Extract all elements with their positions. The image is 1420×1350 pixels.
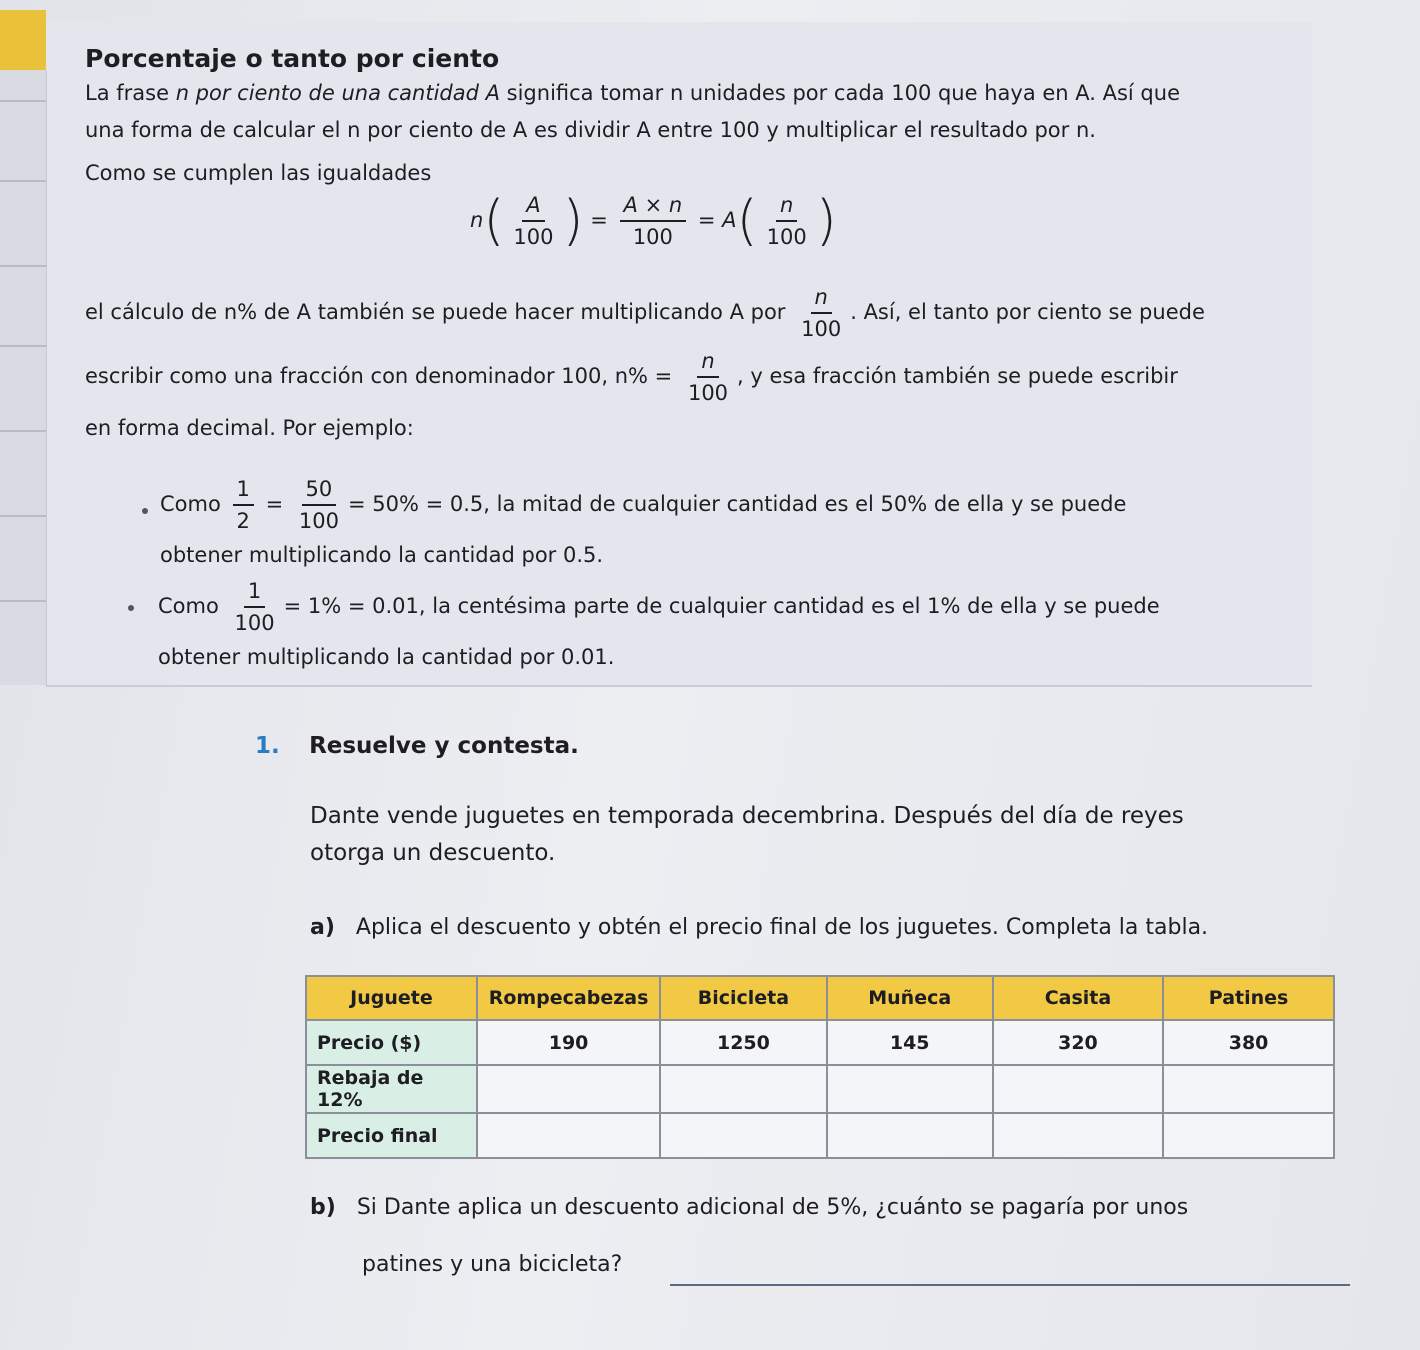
question-a bbox=[310, 915, 1208, 941]
equals-sign: = bbox=[265, 492, 284, 516]
fraction-numerator: 50 bbox=[302, 476, 337, 506]
equals-sign: = bbox=[590, 208, 608, 232]
column-header: Casita bbox=[993, 976, 1163, 1020]
price-cell: 145 bbox=[827, 1020, 993, 1065]
column-header: Patines bbox=[1163, 976, 1334, 1020]
fraction-denominator: 100 bbox=[687, 381, 729, 405]
exercise-heading bbox=[255, 733, 579, 759]
margin-strip bbox=[0, 70, 47, 685]
price-table bbox=[305, 975, 1335, 1159]
theory-paragraph-5 bbox=[85, 346, 1178, 406]
answer-cell[interactable] bbox=[827, 1113, 993, 1158]
margin-rule bbox=[0, 600, 46, 602]
theory-paragraph-3: Como se cumplen las igualdades bbox=[85, 161, 432, 185]
margin-rule bbox=[0, 345, 46, 347]
math-var: n bbox=[470, 208, 484, 232]
fraction-numerator: n bbox=[811, 284, 832, 314]
answer-cell[interactable] bbox=[827, 1065, 993, 1113]
row-label: Rebaja de 12% bbox=[306, 1065, 477, 1113]
table-header-row bbox=[306, 976, 1334, 1020]
table-row bbox=[306, 1065, 1334, 1113]
example-1-line-2: obtener multiplicando la cantidad por 0.5. bbox=[160, 543, 604, 567]
fraction-denominator: 2 bbox=[236, 509, 250, 533]
bullet bbox=[142, 508, 148, 514]
answer-cell[interactable] bbox=[1163, 1113, 1334, 1158]
text: escribir como una fracción con denominador 100, n% = bbox=[85, 364, 673, 388]
paren-close: ) bbox=[815, 189, 837, 252]
margin-rule bbox=[0, 430, 46, 432]
fraction-denominator: 100 bbox=[766, 225, 807, 249]
fraction-denominator: 100 bbox=[632, 225, 673, 249]
fraction bbox=[763, 192, 811, 250]
section-tab bbox=[0, 10, 46, 70]
answer-cell[interactable] bbox=[660, 1113, 826, 1158]
text: = 50% = 0.5, la mitad de cualquier cantidad es el 50% de ella y se puede bbox=[347, 492, 1127, 516]
margin-rule bbox=[0, 180, 46, 182]
fraction bbox=[231, 578, 279, 636]
answer-cell[interactable] bbox=[1163, 1065, 1334, 1113]
text: Como bbox=[160, 492, 221, 516]
text: La frase bbox=[85, 81, 176, 105]
fraction-denominator: 100 bbox=[234, 611, 275, 635]
text: , y esa fracción también se puede escribir bbox=[737, 364, 1178, 388]
price-cell: 1250 bbox=[660, 1020, 826, 1065]
fraction bbox=[295, 476, 343, 534]
math-var: A bbox=[722, 208, 737, 232]
fraction bbox=[620, 192, 687, 250]
exercise-number: 1. bbox=[255, 733, 280, 759]
answer-line[interactable] bbox=[670, 1284, 1350, 1286]
column-header: Rompecabezas bbox=[477, 976, 660, 1020]
fraction-denominator: 100 bbox=[298, 509, 339, 533]
fraction bbox=[233, 476, 254, 534]
answer-cell[interactable] bbox=[660, 1065, 826, 1113]
price-cell: 190 bbox=[477, 1020, 660, 1065]
theory-paragraph-6: en forma decimal. Por ejemplo: bbox=[85, 416, 414, 440]
margin-rule bbox=[0, 265, 46, 267]
price-cell: 320 bbox=[993, 1020, 1163, 1065]
question-b-line-2: patines y una bicicleta? bbox=[362, 1252, 623, 1277]
row-label: Precio final bbox=[306, 1113, 477, 1158]
question-label: b) bbox=[310, 1195, 336, 1220]
text: significa tomar n unidades por cada 100 que haya en A. Así que bbox=[499, 81, 1180, 105]
fraction-numerator: A bbox=[522, 192, 544, 222]
answer-cell[interactable] bbox=[477, 1113, 660, 1158]
fraction bbox=[509, 192, 557, 250]
margin-rule bbox=[0, 100, 46, 102]
fraction-numerator: n bbox=[776, 192, 797, 222]
row-label: Precio ($) bbox=[306, 1020, 477, 1065]
column-header: Bicicleta bbox=[660, 976, 826, 1020]
example-1 bbox=[160, 474, 1126, 534]
theory-paragraph-1 bbox=[85, 80, 1180, 106]
answer-cell[interactable] bbox=[477, 1065, 660, 1113]
answer-cell[interactable] bbox=[993, 1065, 1163, 1113]
fraction bbox=[684, 348, 732, 406]
text: Como bbox=[158, 594, 219, 618]
question-text: Aplica el descuento y obtén el precio final de los juguetes. Completa la tabla. bbox=[355, 915, 1209, 940]
price-cell: 380 bbox=[1163, 1020, 1334, 1065]
fraction bbox=[797, 284, 845, 342]
paren-open: ( bbox=[736, 189, 758, 252]
equation-identities bbox=[470, 190, 837, 250]
table-row bbox=[306, 1113, 1334, 1158]
fraction-numerator: 1 bbox=[244, 578, 265, 608]
example-2 bbox=[158, 576, 1160, 636]
question-text: Si Dante aplica un descuento adicional de 5%, ¿cuánto se pagaría por unos bbox=[356, 1195, 1189, 1220]
fraction-numerator: 1 bbox=[233, 476, 254, 506]
fraction-denominator: 100 bbox=[801, 317, 842, 341]
fraction-denominator: 100 bbox=[513, 225, 554, 249]
table-row bbox=[306, 1020, 1334, 1065]
exercise-intro-line-1: Dante vende juguetes en temporada decembrina. Después del día de reyes bbox=[310, 803, 1184, 829]
theory-paragraph-4 bbox=[85, 282, 1205, 342]
question-label: a) bbox=[310, 915, 335, 940]
fraction-numerator: A × n bbox=[620, 192, 687, 222]
equals-sign: = bbox=[697, 208, 716, 232]
text: . Así, el tanto por ciento se puede bbox=[850, 300, 1205, 324]
text: el cálculo de n% de A también se puede hacer multiplicando A por bbox=[85, 300, 786, 324]
bullet bbox=[128, 605, 134, 611]
question-b bbox=[310, 1195, 1188, 1221]
fraction-numerator: n bbox=[697, 348, 718, 378]
text: = 1% = 0.01, la centésima parte de cualquier cantidad es el 1% de ella y se puede bbox=[283, 594, 1160, 618]
answer-cell[interactable] bbox=[993, 1113, 1163, 1158]
exercise-title: Resuelve y contesta. bbox=[309, 733, 579, 759]
column-header: Juguete bbox=[306, 976, 477, 1020]
margin-rule bbox=[0, 515, 46, 517]
theory-paragraph-2: una forma de calcular el n por ciento de A es dividir A entre 100 y multiplicar el resultado por n. bbox=[85, 118, 1096, 142]
paren-open: ( bbox=[483, 189, 505, 252]
column-header: Muñeca bbox=[827, 976, 993, 1020]
paren-close: ) bbox=[562, 189, 584, 252]
exercise-intro-line-2: otorga un descuento. bbox=[310, 840, 556, 866]
italic-text: n por ciento de una cantidad A bbox=[175, 81, 500, 105]
section-title: Porcentaje o tanto por ciento bbox=[85, 44, 500, 73]
example-2-line-2: obtener multiplicando la cantidad por 0.01. bbox=[158, 645, 615, 669]
